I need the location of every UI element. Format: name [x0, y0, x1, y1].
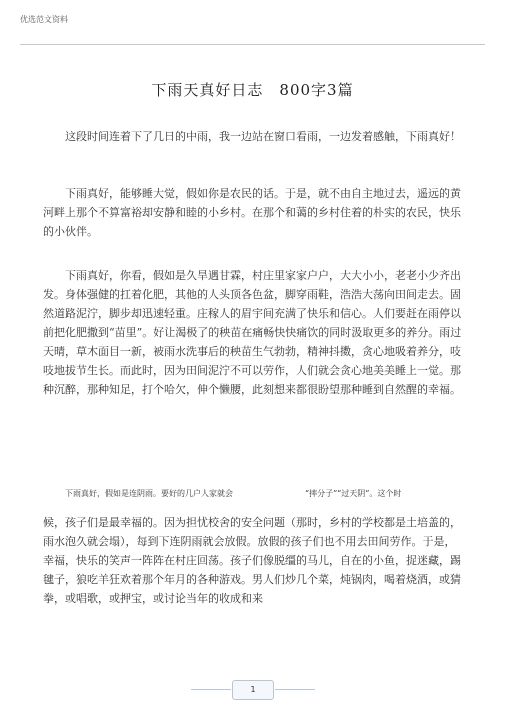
paragraph-text: 下雨真好，你看，假如是久旱遇甘霖，村庄里家家户户，大大小小，老老小少齐出发。身体强健的扛着化肥，其他的人头顶各色盆，脚穿雨鞋，浩浩大荡向田间走去。固然道路泥泞，脚步却迅速轻重。庄稼人的眉宇间充满了快乐和信心。人们要赶在雨停以前把化肥撒到“苗里”。好让渴极了的秧苗在痛畅快快痛饮的同时汲取更多的养分。雨过天晴，草木面目一新，被雨水洗事后的秧苗生气勃勃，精神抖擞，贪心地吸着养分，吱吱地拔节生长。而此时，因为田间泥泞不可以劳作，人们就会贪心地美美睡上一觉。那种沉醉，那种知足，打个哈欠，伸个懒腰，此刻想来都很盼望那种睡到自然醒的幸福。 — [43, 269, 462, 396]
paragraph-2 — [43, 184, 463, 241]
paragraph-text: 这段时间连着下了几日的中雨，我一边站在窗口看雨，一边发着感触，下雨真好！ — [65, 130, 461, 143]
paragraph-1 — [43, 127, 463, 146]
paragraph-text: 候，孩子们是最幸福的。因为担忧校舍的安全问题（那时，乡村的学校都是土培盖的，雨水泡久就会塌），每到下连阴雨就会放假。放假的孩子们也不用去田间劳作。于是，幸福，快乐的笑声一阵阵在村庄回荡。孩子们像脱缰的马儿，自在的小鱼，捉迷藏，踢毽子，狼吃羊狂欢着那个年月的各种游戏。男人们炒几个菜，炖锅肉，喝着烧酒，或猜拳，或唱歌，或押宝，或讨论当年的收成和来 — [43, 516, 461, 605]
header-rule — [20, 44, 485, 45]
paragraph-3 — [43, 266, 463, 399]
paragraph-text: 下雨真好，能够睡大觉，假如你是农民的话。于是，就不由自主地过去，遥远的黄河畔上那个不算富裕却安静和睦的小乡村。在那个和蔼的乡村住着的朴实的农民，快乐的小伙伴。 — [43, 187, 461, 238]
paragraph-5 — [43, 513, 463, 608]
page-number: 1 — [232, 680, 274, 700]
header-label: 优选范文资料 — [20, 15, 68, 24]
paragraph-4 — [43, 488, 463, 500]
paragraph-text: 下雨真好，假如是连阴雨。要好的几户人家就会 “摔分子”“过天阴”。这个时 — [65, 489, 402, 498]
document-title: 下雨天真好日志 800字3篇 — [151, 81, 354, 99]
